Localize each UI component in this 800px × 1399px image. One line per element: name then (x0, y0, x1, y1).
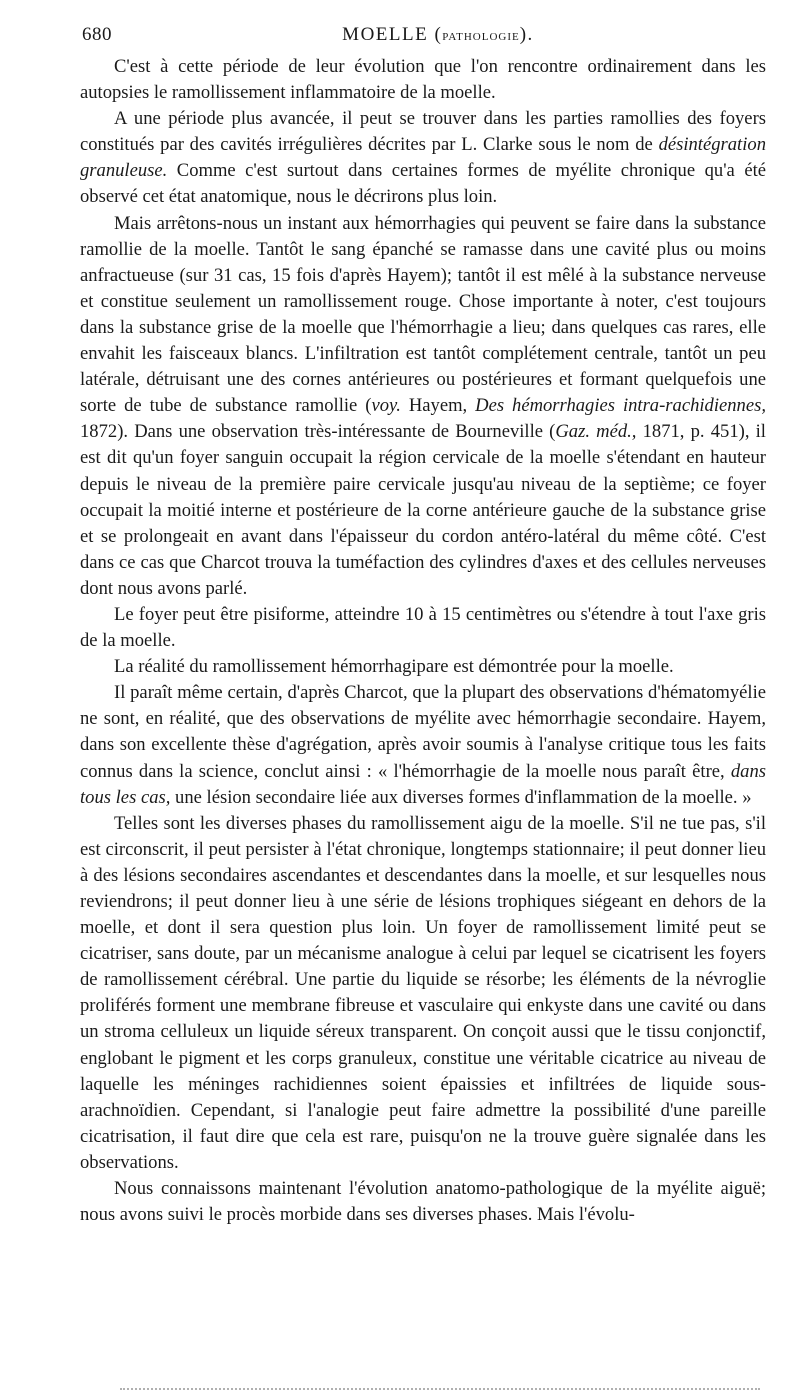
book-page (80, 24, 766, 1228)
running-title-open: ( (434, 24, 443, 45)
paragraph-text: A une période plus avancée, il peut se trouver dans les parties ramollies des foyers constitués par des cavités irrégulières décrites par L. Clarke sous le nom de (80, 108, 766, 156)
paragraph (80, 602, 766, 654)
paragraph-text: C'est à cette période de leur évolution que l'on rencontre ordinairement dans les autopsies le ramollissement inflammatoire de la moelle. (80, 56, 766, 104)
italic-text: Des hémorrhagies intra-rachidiennes, (475, 395, 766, 417)
paragraph-text: La réalité du ramollissement hémorrhagipare est démontrée pour la moelle. (114, 656, 674, 678)
italic-text: voy. (371, 395, 401, 417)
paragraph (80, 811, 766, 1176)
paragraph (80, 211, 766, 602)
paragraph-text: 1872). Dans une observation très-intéressante de Bourneville ( (80, 421, 556, 443)
paragraph-text: Mais arrêtons-nous un instant aux hémorrhagies qui peuvent se faire dans la substance ramollie de la moelle. Tantôt le sang épanché se ramasse dans une cavité plus ou moins anfractueuse (sur 31 cas, 15 fois d'après Hayem); tantôt il est mêlé à la substance nerveuse et constitue seulement un ramollissement rouge. Chose importante à noter, c'est toujours dans la substance grise de la moelle que l'hémorrhagie a lieu; dans quelques cas rares, elle envahit les faisceaux blancs. L'infiltration est tantôt complétement centrale, tantôt un peu latérale, détruisant une des cornes antérieures ou postérieures et formant quelquefois une sorte de tube de substance ramollie ( (80, 212, 766, 417)
paragraph-text: Comme c'est surtout dans certaines formes de myélite chronique qu'a été observé cet état anatomique, nous le décrirons plus loin. (80, 160, 766, 208)
paragraph-text: Hayem, (400, 395, 476, 417)
paragraph-text: Il paraît même certain, d'après Charcot, que la plupart des observations d'hématomyélie ne sont, en réalité, que des observations de myélite avec hémorrhagie secondaire. Hayem, dans son excellente thèse d'agrégation, après avoir soumis à l'analyse critique tous les faits connus dans la science, conclut ainsi : « l'hémorrhagie de la moelle nous paraît être, (80, 682, 766, 782)
paragraph (80, 1176, 766, 1228)
running-title-close: ). (519, 24, 534, 45)
paragraph-text: une lésion secondaire liée aux diverses formes d'inflammation de la moelle. » (170, 786, 752, 808)
paragraph-text: Le foyer peut être pisiforme, atteindre 10 à 15 centimètres ou s'étendre à tout l'axe gris de la moelle. (80, 603, 766, 652)
running-head (80, 24, 766, 54)
running-title-main: MOELLE (342, 24, 429, 45)
italic-text: dans tous les cas, (80, 760, 766, 808)
italic-text: Gaz. méd., (555, 421, 637, 443)
paragraph (80, 680, 766, 810)
italic-text: désintégration granuleuse. (80, 134, 766, 182)
page-number: 680 (82, 24, 112, 45)
paragraph (80, 54, 766, 106)
paragraph (80, 654, 766, 680)
bottom-divider (120, 1388, 760, 1390)
paragraph-text: 1871, p. 451), il est dit qu'un foyer sanguin occupait la région cervicale de la moelle s'étendant en hauteur depuis le niveau de la première paire cervicale jusqu'au niveau de la septième; ce foyer occupait la moitié interne et postérieure de la corne antérieure gauche de la substance grise et se prolongeait en avant dans l'épaisseur du cordon antéro-latéral du même côté. C'est dans ce cas que Charcot trouva la tuméfaction des cylindres d'axes et des cellules nerveuses dont nous avons parlé. (80, 421, 766, 599)
body-text (80, 54, 766, 1228)
paragraph (80, 106, 766, 210)
paragraph-text: Nous connaissons maintenant l'évolution anatomo-pathologique de la myélite aiguë; nous avons suivi le procès morbide dans ses diverses phases. Mais l'évolu- (80, 1178, 766, 1226)
running-title-subtitle: pathologie (442, 28, 520, 44)
paragraph-text: Telles sont les diverses phases du ramollissement aigu de la moelle. S'il ne tue pas, s'il est circonscrit, il peut persister à l'état chronique, longtemps stationnaire; il peut donner lieu à des lésions secondaires ascendantes et descendantes dans la moelle, et sur lesquelles nous reviendrons; il peut donner lieu à une série de lésions trophiques siégeant en dehors de la moelle, et dont il sera question plus loin. Un foyer de ramollissement limité peut se cicatriser, sans doute, par un mécanisme analogue à celui par lequel se cicatrisent les foyers de ramollissement cérébral. Une partie du liquide se résorbe; les éléments de la névroglie proliférés forment une membrane fibreuse et vasculaire qui enkyste dans une cavité ou dans un stroma celluleux un liquide séreux transparent. On conçoit aussi que le tissu conjonctif, englobant le pigment et les corps granuleux, constitue une véritable cicatrice au niveau de laquelle les méninges rachidiennes soient épaissies et infiltrées de liquide sous-arachnoïdien. Cependant, si l'analogie peut faire admettre la possibilité d'une pareille cicatrisation, il faut dire que cela est rare, puisqu'on ne la trouve guère signalée dans les observations. (80, 812, 766, 1173)
running-title (80, 24, 766, 46)
